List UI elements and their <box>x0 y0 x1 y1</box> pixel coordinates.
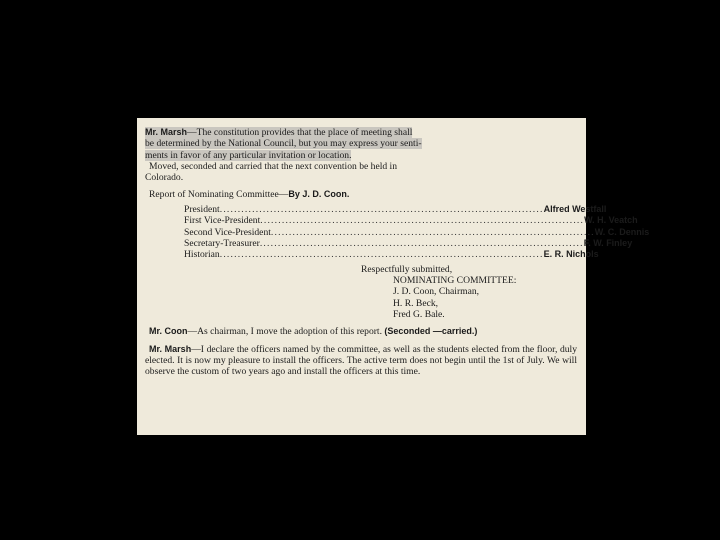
officer-list <box>184 203 650 261</box>
officer-role: Secretary-Treasurer <box>184 237 260 249</box>
coon-motion-paragraph <box>145 326 577 337</box>
highlighted-text <box>145 127 422 161</box>
motion-paragraph <box>145 161 577 184</box>
paragraph-text: —The constitution provides that the place of meeting shall <box>187 127 413 138</box>
officer-row: President .......................................................................................... Alfred Westfall <box>184 203 607 215</box>
officer-name: W. H. Veatch <box>584 215 638 226</box>
speaker-name: Mr. Marsh <box>149 343 192 354</box>
signature-line: J. D. Coon, Chairman, <box>393 286 480 298</box>
paragraph-text: —I declare the officers named by the committee, as well as the students elected from the floor, duly elected. It is now my pleasure to install the officers. The active term does not begin until the 1st of July. We will observe the custom of two years ago and install the officers at this time. <box>145 343 578 378</box>
officer-name: F. W. Finley <box>583 237 633 248</box>
officer-row: First Vice-President .......................................................................................... W. H. Veatch <box>184 215 638 227</box>
officer-name: W. C. Dennis <box>594 226 650 237</box>
speaker-name: Mr. Marsh <box>145 127 188 137</box>
marsh-declaration-paragraph <box>145 344 577 378</box>
paragraph-text: Moved, seconded and carried that the next convention be held in <box>149 160 398 172</box>
paragraph-text: ments in favor of any particular invitation or location. <box>145 149 352 161</box>
paragraph-text: Colorado. <box>145 172 184 184</box>
seconded-note: (Seconded —carried.) <box>384 326 478 337</box>
officer-name: E. R. Nichols <box>543 249 599 260</box>
document-page <box>137 118 650 435</box>
signature-block <box>361 264 577 320</box>
paragraph-text: be determined by the National Council, but you may express your senti- <box>145 138 422 150</box>
paragraph-text: —As chairman, I move the adoption of this report. <box>187 326 382 338</box>
officer-row: Second Vice-President .......................................................................................... W. C. Dennis <box>184 226 650 238</box>
officer-role: President <box>184 203 220 215</box>
report-heading: Report of Nominating Committee—By J. D. Coon. <box>149 189 350 201</box>
officer-role: Historian <box>184 249 220 261</box>
officer-row: Secretary-Treasurer .......................................................................................... F. W. Finley <box>184 237 633 249</box>
officer-role: First Vice-President <box>184 215 261 227</box>
officer-row: Historian .......................................................................................... E. R. Nichols <box>184 249 599 261</box>
marsh-location-paragraph <box>145 127 577 161</box>
report-author: By J. D. Coon. <box>288 189 350 200</box>
officer-name: Alfred Westfall <box>543 203 607 214</box>
signature-line: NOMINATING COMMITTEE: <box>393 275 517 287</box>
speaker-name: Mr. Coon <box>149 326 188 337</box>
signature-line: Respectfully submitted, <box>361 263 453 275</box>
signature-line: H. R. Beck, <box>393 297 439 309</box>
officer-role: Second Vice-President <box>184 226 271 238</box>
signature-line: Fred G. Bale. <box>393 308 445 320</box>
